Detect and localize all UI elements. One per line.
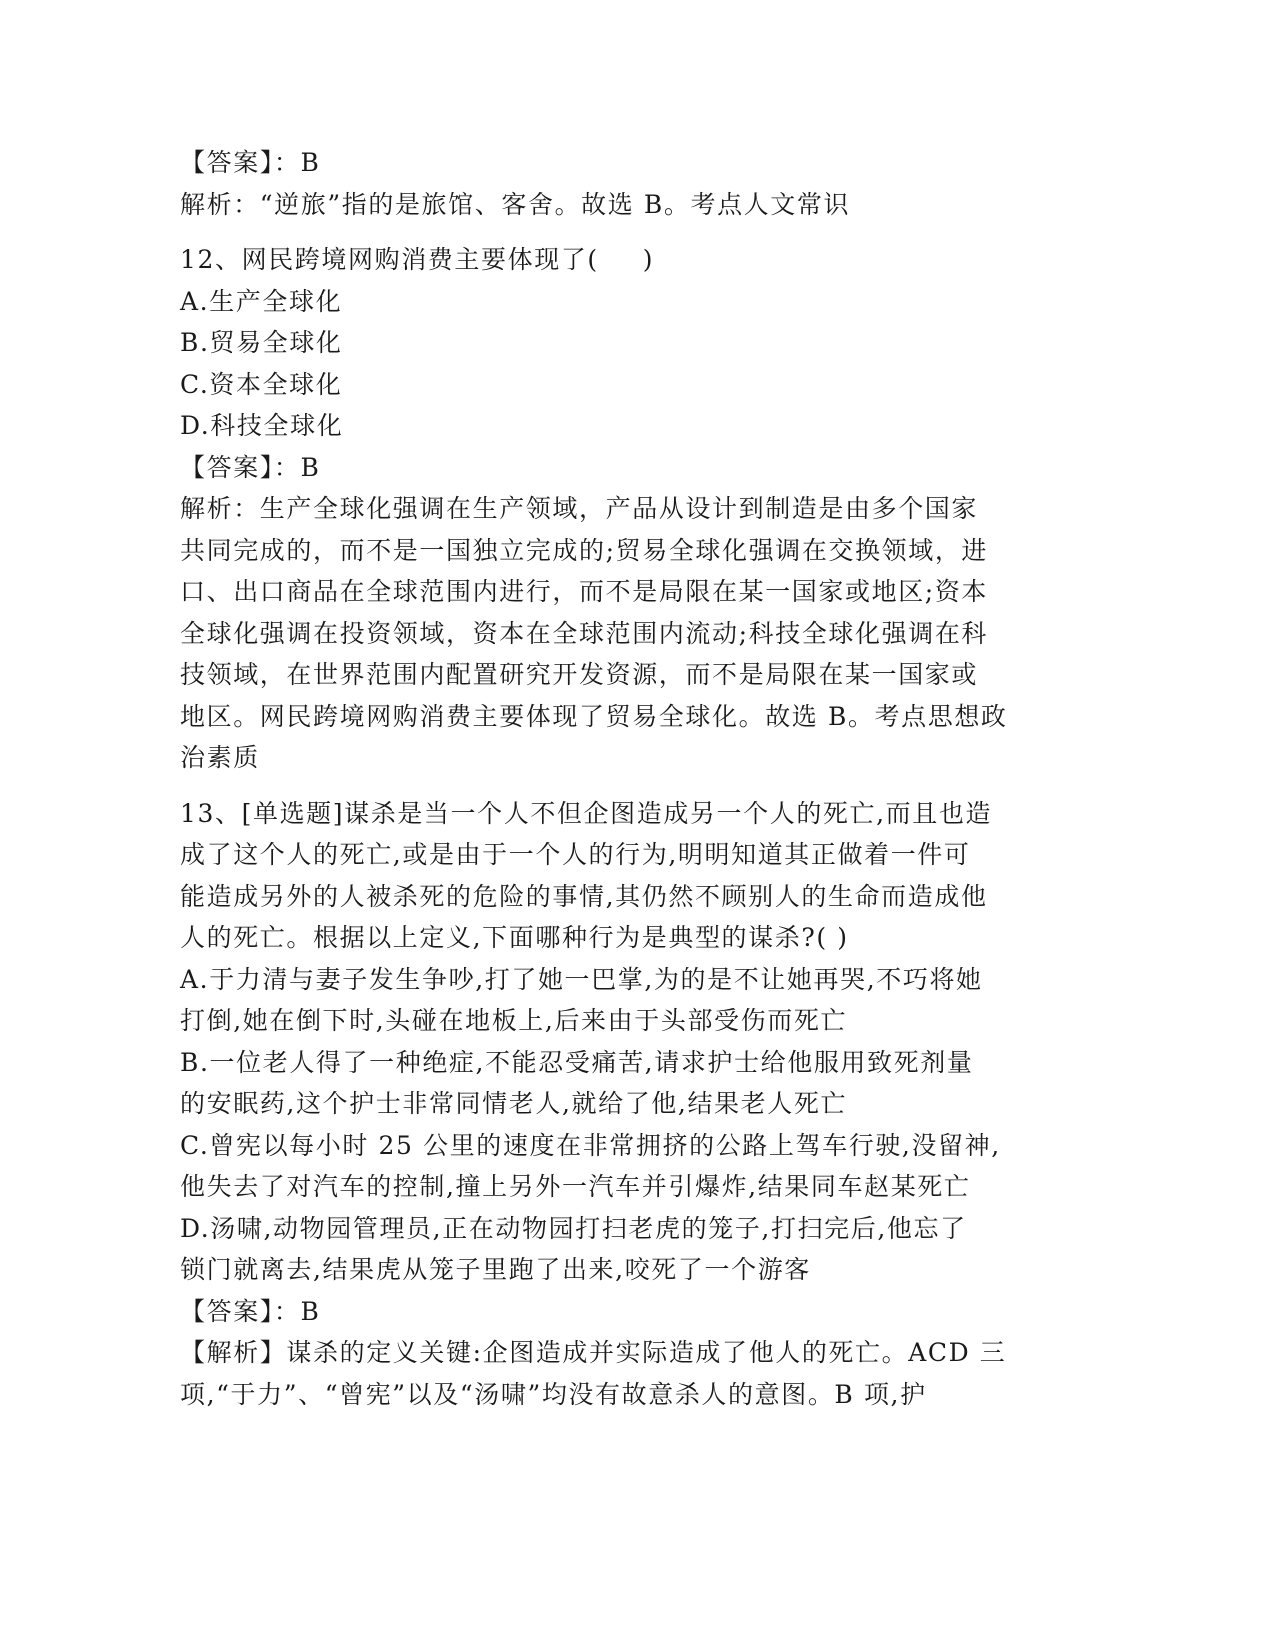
- q13-option-c-cont: 他失去了对汽车的控制,撞上另外一汽车并引爆炸,结果同车赵某死亡: [180, 1172, 971, 1201]
- q13-answer: 【答案】：B: [180, 1296, 321, 1326]
- q12-analysis-line: 口、出口商品在全球范围内进行，而不是局限在某一国家或地区;资本: [180, 577, 989, 606]
- q13-analysis-line: 项,“于力”、“曾宪”以及“汤啸”均没有故意杀人的意图。B 项,护: [180, 1379, 927, 1409]
- q13-option-a-cont: 打倒,她在倒下时,头碰在地板上,后来由于头部受伤而死亡: [180, 1006, 848, 1035]
- q13-stem-line: 13、[单选题]谋杀是当一个人不但企图造成另一个人的死亡,而且也造: [180, 798, 993, 828]
- q11-answer: 【答案】：B: [180, 148, 321, 177]
- q12-analysis-line: 治素质: [180, 743, 260, 772]
- q12-option-c: C.资本全球化: [180, 369, 343, 399]
- document-page: [180, 142, 1040, 1415]
- q12-answer: 【答案】：B: [180, 452, 321, 482]
- q13-option-a: A.于力清与妻子发生争吵,打了她一巴掌,为的是不让她再哭,不巧将她: [180, 964, 983, 994]
- q12-option-d: D.科技全球化: [180, 411, 344, 440]
- q13-option-b: B.一位老人得了一种绝症,不能忍受痛苦,请求护士给他服用致死剂量: [180, 1047, 974, 1077]
- q12-stem-text: 12、网民跨境网购消费主要体现了(: [180, 245, 599, 274]
- q13-stem-line: 能造成另外的人被杀死的危险的事情,其仍然不顾别人的生命而造成他: [180, 881, 988, 911]
- q12-stem-close: ): [642, 245, 655, 274]
- q12-analysis-line: 共同完成的，而不是一国独立完成的;贸易全球化强调在交换领域，进: [180, 535, 989, 565]
- q12-analysis-line: 地区。网民跨境网购消费主要体现了贸易全球化。故选 B。考点思想政: [180, 701, 1008, 731]
- q13-option-d-cont: 锁门就离去,结果虎从笼子里跑了出来,咬死了一个游客: [180, 1255, 811, 1284]
- q12-option-a: A.生产全球化: [180, 286, 343, 316]
- q13-option-d: D.汤啸,动物园管理员,正在动物园打扫老虎的笼子,打扫完后,他忘了: [180, 1213, 967, 1243]
- q13-stem-line: 人的死亡。根据以上定义,下面哪种行为是典型的谋杀?( ): [180, 923, 849, 952]
- q12-stem: [180, 239, 1040, 281]
- q11-analysis: 解析：“逆旅”指的是旅馆、客舍。故选 B。考点人文常识: [180, 189, 851, 219]
- q12-analysis-line: 技领域，在世界范围内配置研究开发资源，而不是局限在某一国家或: [180, 660, 979, 689]
- q13-stem-line: 成了这个人的死亡,或是由于一个人的行为,明明知道其正做着一件可: [180, 840, 971, 869]
- q13-analysis-line: 【解析】谋杀的定义关键:企图造成并实际造成了他人的死亡。ACD 三: [180, 1338, 1007, 1367]
- q13-option-c: C.曾宪以每小时 25 公里的速度在非常拥挤的公路上驾车行驶,没留神,: [180, 1130, 1001, 1160]
- q12-analysis-line: 解析：生产全球化强调在生产领域，产品从设计到制造是由多个国家: [180, 494, 979, 523]
- q12-option-b: B.贸易全球化: [180, 328, 343, 357]
- q12-analysis-line: 全球化强调在投资领域，资本在全球范围内流动;科技全球化强调在科: [180, 618, 989, 648]
- q13-option-b-cont: 的安眠药,这个护士非常同情老人,就给了他,结果老人死亡: [180, 1089, 848, 1118]
